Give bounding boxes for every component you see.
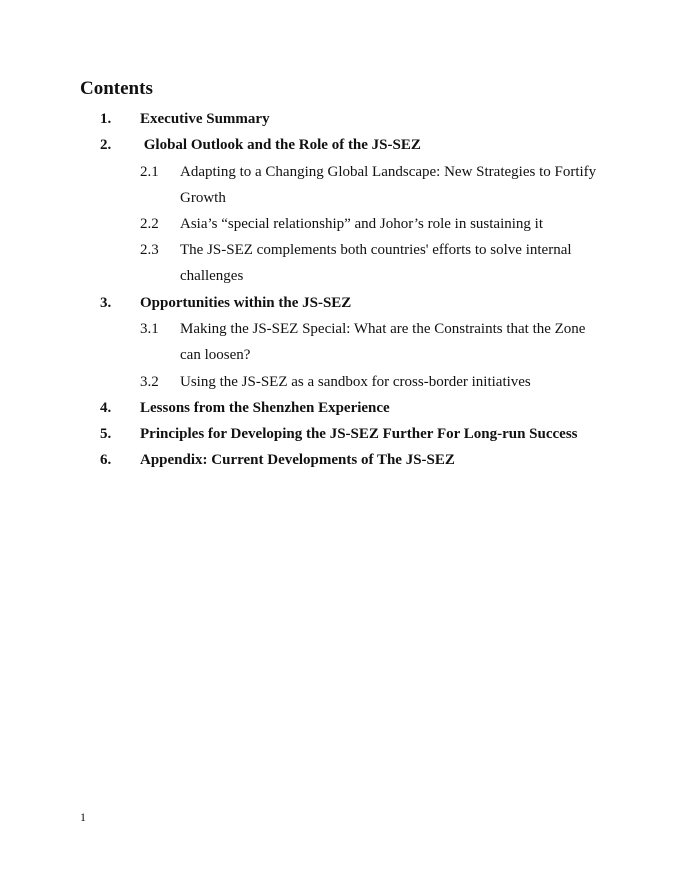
- toc-entry-title-line-2: Growth: [180, 190, 226, 206]
- toc-entry-title-line-2: can loosen?: [180, 347, 251, 363]
- toc-entry-title: Principles for Developing the JS-SEZ Further For Long-run Success: [140, 426, 578, 442]
- toc-entry-number: 2.3: [140, 242, 159, 258]
- toc-entry-title: Executive Summary: [140, 111, 270, 127]
- toc-entry-number: 3.2: [140, 374, 159, 390]
- toc-entry-number: 6.: [100, 452, 112, 468]
- toc-entry-title: Asia’s “special relationship” and Johor’s role in sustaining it: [180, 216, 543, 232]
- toc-entry-number: 2.1: [140, 164, 159, 180]
- toc-entry-title: Global Outlook and the Role of the JS-SEZ: [140, 137, 421, 153]
- toc-entry-title: Lessons from the Shenzhen Experience: [140, 400, 390, 416]
- toc-entry-number: 3.1: [140, 321, 159, 337]
- toc-entry-number: 4.: [100, 400, 112, 416]
- toc-entry-number: 1.: [100, 111, 112, 127]
- page-number: 1: [80, 810, 86, 824]
- toc-entry-title: Opportunities within the JS-SEZ: [140, 295, 352, 311]
- toc-entry-title-line-1: Adapting to a Changing Global Landscape: New Strategies to Fortify: [180, 164, 597, 180]
- page-title: Contents: [80, 78, 153, 99]
- toc-entry-title-line-1: Making the JS-SEZ Special: What are the Constraints that the Zone: [180, 321, 586, 337]
- toc-entry-title: Using the JS-SEZ as a sandbox for cross-border initiatives: [180, 374, 531, 390]
- toc-entry-title: [180, 316, 600, 368]
- toc-entry-title: Appendix: Current Developments of The JS-SEZ: [140, 452, 455, 468]
- toc-entry-title-line-2: challenges: [180, 268, 244, 284]
- toc-entry-number: 2.2: [140, 216, 159, 232]
- toc-entry-number: 5.: [100, 426, 112, 442]
- toc-entry-title-line-1: The JS-SEZ complements both countries' efforts to solve internal: [180, 242, 572, 258]
- toc-entry-number: 3.: [100, 295, 112, 311]
- toc-entry-title: [180, 237, 600, 289]
- toc-entry-number: 2.: [100, 137, 112, 153]
- toc-entry-title: [180, 159, 600, 211]
